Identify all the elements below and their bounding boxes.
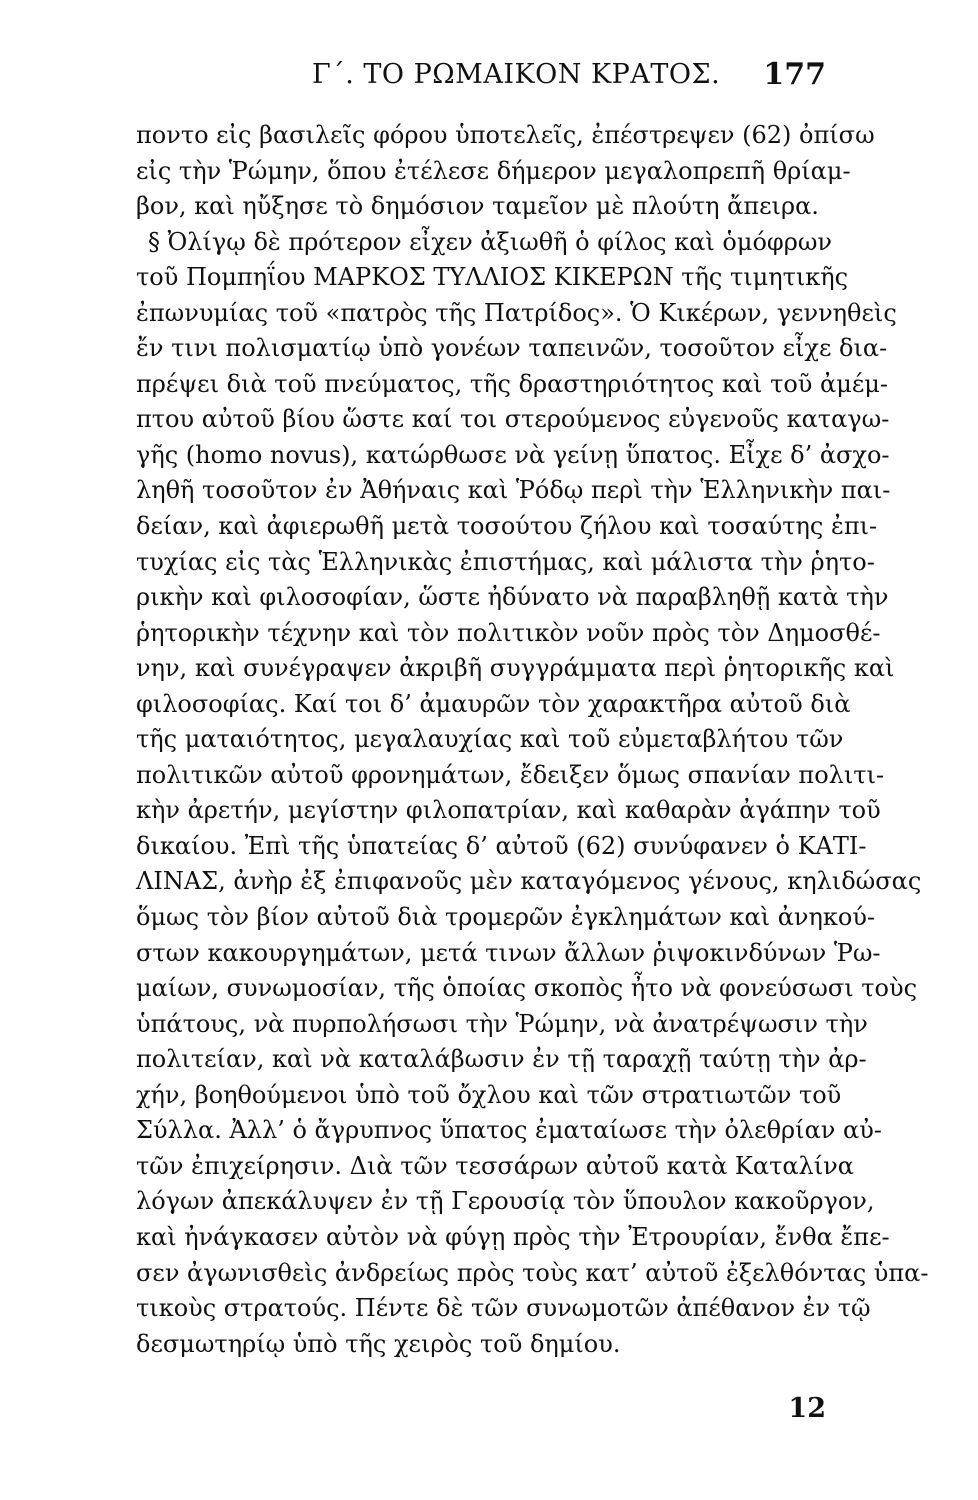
text-line: ῥητορικὴν τέχνην καὶ τὸν πολιτικὸν νοῦν πρὸς τὸν Δημοσθέ- <box>136 618 881 647</box>
text-line: καὶ ἠνάγκασεν αὐτὸν νὰ φύγῃ πρὸς τὴν Ἐτρουρίαν, ἔνθα ἔπε- <box>136 1222 890 1251</box>
running-header <box>140 55 826 95</box>
running-title: Γ΄. ΤΟ ΡΩΜΑΙΚΟΝ ΚΡΑΤΟΣ. <box>312 59 721 90</box>
text-line: νην, καὶ συνέγραψεν ἀκριβῆ συγγράμματα περὶ ῥητορικῆς καὶ <box>136 654 895 683</box>
text-line: σεν ἀγωνισθεὶς ἀνδρείως πρὸς τοὺς κατ’ αὐτοῦ ἐξελθόντας ὑπα- <box>136 1258 929 1287</box>
text-line: γῆς (homo novus), κατώρθωσε νὰ γείνῃ ὕπατος. Εἶχε δ’ ἀσχο- <box>136 440 890 469</box>
text-line: δεσμωτηρίῳ ὑπὸ τῆς χειρὸς τοῦ δημίου. <box>136 1329 621 1358</box>
text-line: ΛΙΝΑΣ, ἀνὴρ ἐξ ἐπιφανοῦς μὲν καταγόμενος γένους, κηλιδώσας <box>136 867 922 896</box>
text-line: φιλοσοφίας. Καί τοι δ’ ἀμαυρῶν τὸν χαρακτῆρα αὐτοῦ διὰ <box>136 689 851 718</box>
text-line: μαίων, συνωμοσίαν, τῆς ὁποίας σκοπὸς ἦτο νὰ φονεύσωσι τοὺς <box>136 974 918 1003</box>
text-line: δείαν, καὶ ἀφιερωθῆ μετὰ τοσούτου ζήλου καὶ τοσαύτης ἐπι- <box>136 512 878 541</box>
page-number: 177 <box>763 57 826 92</box>
text-line: πρέψει διὰ τοῦ πνεύματος, τῆς δραστηριότητος καὶ τοῦ ἀμέμ- <box>136 369 888 398</box>
text-line: πτου αὐτοῦ βίου ὥστε καί τοι στερούμενος εὐγενοῦς καταγω- <box>136 405 890 434</box>
text-line: § Ὀλίγῳ δὲ πρότερον εἶχεν ἀξιωθῆ ὁ φίλος καὶ ὁμόφρων <box>148 227 832 256</box>
signature-mark: 12 <box>788 1393 826 1424</box>
text-line: στων κακουργημάτων, μετά τινων ἄλλων ῥιψοκινδύνων Ῥω- <box>136 938 881 967</box>
text-line: εἰς τὴν Ῥώμην, ὅπου ἐτέλεσε δήμερον μεγαλοπρεπῆ θρίαμ- <box>136 156 851 185</box>
text-line: ὑπάτους, νὰ πυρπολήσωσι τὴν Ῥώμην, νὰ ἀνατρέψωσιν τὴν <box>136 1009 868 1038</box>
text-line: πολιτικῶν αὐτοῦ φρονημάτων, ἔδειξεν ὅμως σπανίαν πολιτι- <box>136 760 885 789</box>
text-line: χήν, βοηθούμενοι ὑπὸ τοῦ ὄχλου καὶ τῶν στρατιωτῶν τοῦ <box>136 1080 842 1109</box>
text-line: πολιτείαν, καὶ νὰ καταλάβωσιν ἐν τῇ ταραχῇ ταύτῃ τὴν ἀρ- <box>136 1045 867 1074</box>
text-line: ὅμως τὸν βίον αὐτοῦ διὰ τρομερῶν ἐγκλημάτων καὶ ἀνηκού- <box>136 903 876 932</box>
text-line: τικοὺς στρατούς. Πέντε δὲ τῶν συνωμοτῶν ἀπέθανον ἐν τῷ <box>136 1294 871 1323</box>
text-line: Σύλλα. Ἀλλ’ ὁ ἄγρυπνος ὕπατος ἐματαίωσε τὴν ὀλεθρίαν αὐ- <box>136 1116 882 1145</box>
text-line: ρικὴν καὶ φιλοσοφίαν, ὥστε ἠδύνατο νὰ παραβληθῇ κατὰ τὴν <box>136 583 889 612</box>
text-line: ποντο εἰς βασιλεῖς φόρου ὑποτελεῖς, ἐπέστρεψεν (62) ὀπίσω <box>136 121 875 149</box>
text-line: λόγων ἀπεκάλυψεν ἐν τῇ Γερουσίᾳ τὸν ὕπουλον κακοῦργον, <box>136 1187 875 1216</box>
body-text <box>136 118 929 1362</box>
text-line: ἐπωνυμίας τοῦ «πατρὸς τῆς Πατρίδος». Ὁ Κικέρων, γεννηθεὶς <box>136 298 897 327</box>
text-line: τυχίας εἰς τὰς Ἑλληνικὰς ἐπιστήμας, καὶ μάλιστα τὴν ῥητο- <box>136 547 875 576</box>
text-line: τῶν ἐπιχείρησιν. Διὰ τῶν τεσσάρων αὐτοῦ κατὰ Καταλίνα <box>136 1151 854 1180</box>
text-line: ἔν τινι πολισματίῳ ὑπὸ γονέων ταπεινῶν, τοσοῦτον εἶχε δια- <box>136 334 888 363</box>
text-line: ληθῆ τοσοῦτον ἐν Ἀθήναις καὶ Ῥόδῳ περὶ τὴν Ἑλληνικὴν παι- <box>136 476 891 505</box>
text-line: κὴν ἀρετήν, μεγίστην φιλοπατρίαν, καὶ καθαρὰν ἀγάπην τοῦ <box>136 796 881 825</box>
text-line: τοῦ Πομπηΐου ΜΑΡΚΟΣ ΤΥΛΛΙΟΣ ΚΙΚΕΡΩΝ τῆς τιμητικῆς <box>136 263 849 292</box>
text-line: δικαίου. Ἐπὶ τῆς ὑπατείας δ’ αὐτοῦ (62) συνύφανεν ὁ ΚΑΤΙ- <box>136 831 867 860</box>
text-line: τῆς ματαιότητος, μεγαλαυχίας καὶ τοῦ εὐμεταβλήτου τῶν <box>136 725 844 754</box>
text-line: βον, καὶ ηὔξησε τὸ δημόσιον ταμεῖον μὲ πλούτη ἄπειρα. <box>136 192 819 221</box>
